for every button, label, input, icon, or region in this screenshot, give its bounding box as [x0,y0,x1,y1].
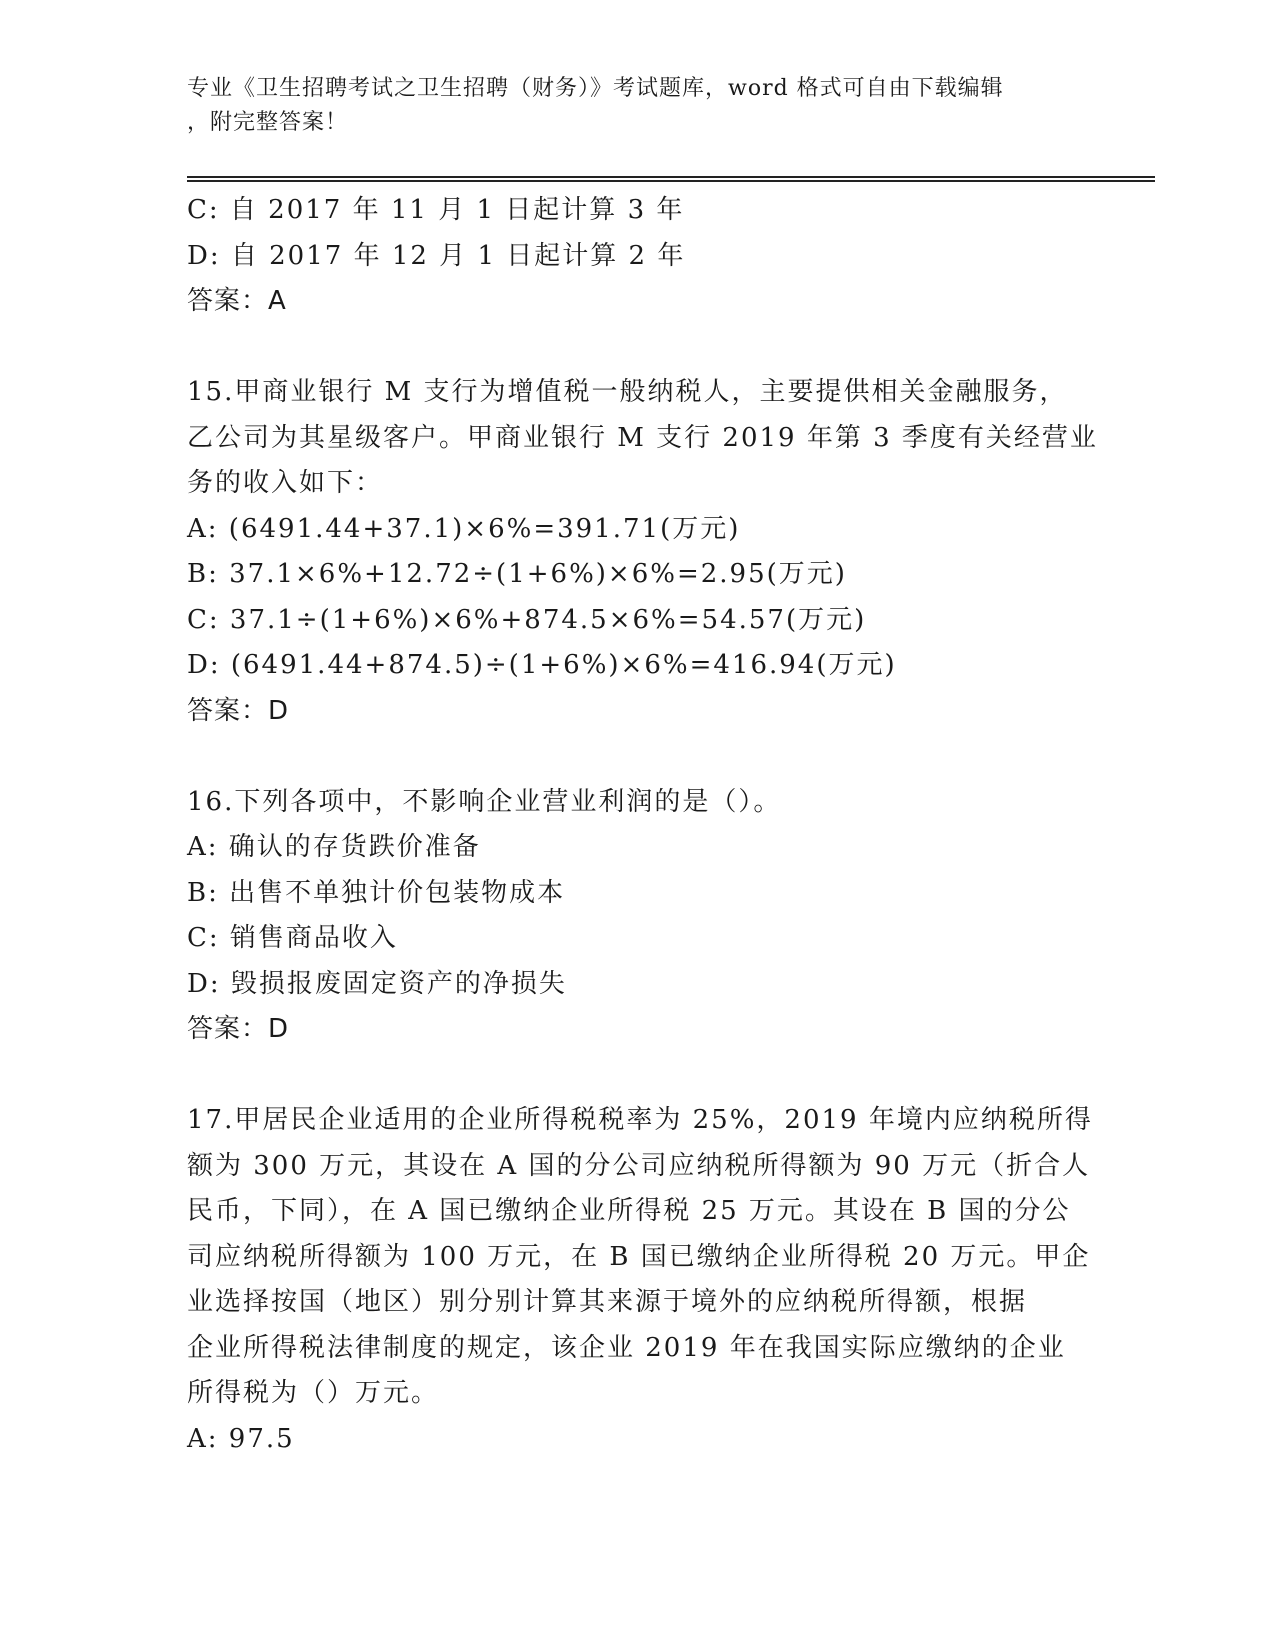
answer-line: 答案：D [187,1014,290,1044]
stem-line: 民币，下同），在 A 国已缴纳企业所得税 25 万元。其设在 B 国的分公 [187,1196,1071,1226]
option-d: D: 毁损报废固定资产的净损失 [187,968,567,999]
option-a: A: 97.5 [187,1423,295,1454]
header-divider [187,176,1155,182]
answer-line: 答案：A [187,286,287,316]
stem-line: 所得税为（）万元。 [187,1378,440,1408]
question-16 [187,780,1087,1053]
option-b: B: 37.1×6%+12.72÷(1+6%)×6%=2.95(万元) [187,559,847,589]
leading-question-tail [187,188,1087,325]
option-b: B: 出售不单独计价包装物成本 [187,877,566,908]
stem-line: 16.下列各项中，不影响企业营业利润的是（）。 [187,786,782,817]
stem-line: 乙公司为其星级客户。甲商业银行 M 支行 2019 年第 3 季度有关经营业 [187,422,1098,453]
question-stem [187,780,1087,826]
question-stem [187,1098,1093,1417]
stem-line: 额为 300 万元，其设在 A 国的分公司应纳税所得额为 90 万元（折合人 [187,1150,1091,1181]
answer-line: 答案：D [187,695,290,726]
stem-line: 业选择按国（地区）别分别计算其来源于境外的应纳税所得额，根据 [187,1287,1028,1317]
stem-line: 务的收入如下： [187,468,384,498]
option-d: D: (6491.44+874.5)÷(1+6%)×6%=416.94(万元) [187,650,897,680]
stem-line: 企业所得税法律制度的规定，该企业 2019 年在我国实际应缴纳的企业 [187,1332,1066,1363]
header-line-2: ，附完整答案！ [187,110,349,135]
question-15 [187,370,1098,734]
option-c: C: 自 2017 年 11 月 1 日起计算 3 年 [187,195,685,225]
option-a: A: (6491.44+37.1)×6%=391.71(万元) [187,513,741,544]
option-d: D: 自 2017 年 12 月 1 日起计算 2 年 [187,240,686,271]
option-a: A: 确认的存货跌价准备 [187,832,481,862]
option-c: C: 销售商品收入 [187,923,398,953]
stem-line: 15.甲商业银行 M 支行为增值税一般纳税人，主要提供相关金融服务， [187,377,1068,407]
header-line-1: 专业《卫生招聘考试之卫生招聘（财务）》考试题库，word 格式可自由下载编辑 [187,76,1004,101]
option-c: C: 37.1÷(1+6%)×6%+874.5×6%=54.57(万元) [187,604,867,635]
page-header [187,72,1087,140]
question-17 [187,1098,1093,1462]
question-stem [187,370,1098,507]
stem-line: 17.甲居民企业适用的企业所得税税率为 25%，2019 年境内应纳税所得 [187,1105,1093,1135]
stem-line: 司应纳税所得额为 100 万元，在 B 国已缴纳企业所得税 20 万元。甲企 [187,1241,1091,1272]
document-body [187,188,1098,1462]
